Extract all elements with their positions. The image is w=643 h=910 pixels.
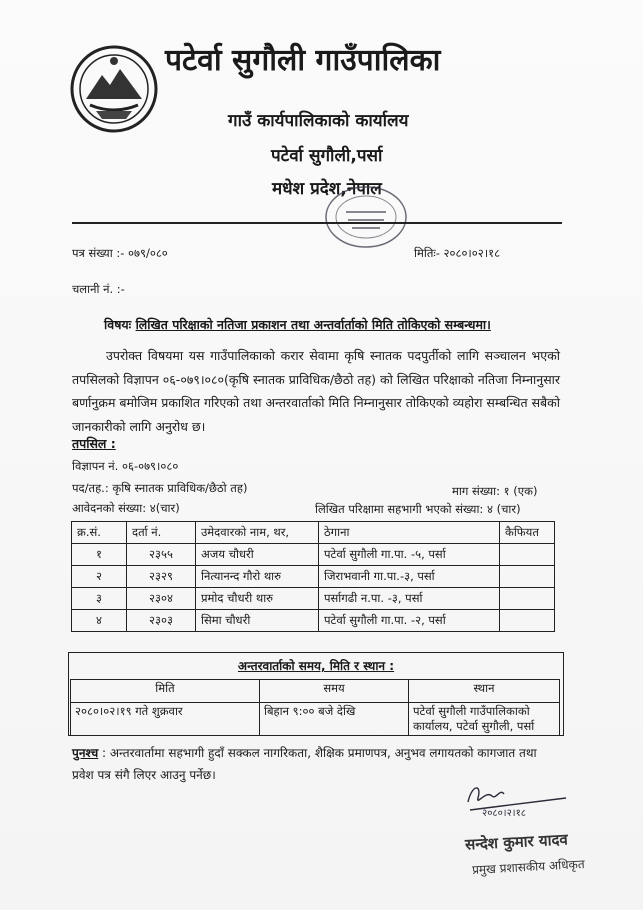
office-place: पटेर्वा सुगौली,पर्सा (271, 146, 383, 166)
row-registration: २३५५ (127, 544, 196, 566)
result-table (71, 521, 555, 632)
signatory-name: सन्देश कुमार यादव (464, 830, 569, 854)
interview-heading: अन्तरवार्ताको समय, मिति र स्थान : (237, 659, 395, 673)
row-address: पटेर्वा सुगौली गा.पा. -५, पर्सा (319, 544, 500, 566)
letter-subject (104, 316, 491, 333)
row-address: जिराभवानी गा.पा.-३, पर्सा (319, 566, 500, 588)
participant-count: लिखित परिक्षामा सहभागी भएको संख्या: ४ (चार) (315, 502, 521, 516)
subject-text: लिखित परिक्षाको नतिजा प्रकाशन तथा अन्तर्वार्ताको मिति तोकिएको सम्बन्धमा। (135, 317, 491, 332)
interview-table (70, 679, 560, 736)
table-header-cell: कैफियत (500, 522, 555, 544)
office-name: गाउँ कार्यपालिकाको कार्यालय (228, 111, 409, 131)
row-registration: २३०३ (127, 610, 196, 632)
letter-reference-number: पत्र संख्या :- ०७९/०८० (72, 246, 168, 260)
row-address: पटेर्वा सुगौली गा.पा. -२, पर्सा (319, 610, 500, 632)
table-header-cell: स्थान (409, 680, 560, 703)
table-row (72, 566, 555, 588)
row-candidate-name: नित्यानन्द गौरो थारु (196, 566, 319, 588)
table-row (72, 544, 555, 566)
table-row (72, 588, 555, 610)
row-serial: १ (72, 544, 127, 566)
subject-label: विषयः (104, 317, 132, 332)
table-header-cell: ठेगाना (319, 522, 500, 544)
details-heading: तपसिल : (72, 436, 116, 451)
table-header-cell: उमेदवारको नाम, थर, (196, 522, 319, 544)
row-serial: ३ (72, 588, 127, 610)
office-province: मधेश प्रदेश,नेपाल (272, 179, 382, 199)
postscript-text: : अन्तरवार्तामा सहभागी हुदाँ सक्कल नागरिकता, शैक्षिक प्रमाणपत्र, अनुभव लगायतको कागजात तथा प्रवेश पत्र संगै लिएर आउनु पर्नेछ। (72, 746, 537, 782)
row-remarks (500, 544, 555, 566)
letter-body: उपरोक्त विषयमा यस गाउँपालिकाको करार सेवामा कृषि स्नातक पदपुर्तीको लागि सञ्चालन भएको तपसिलको विज्ञापन ०६-०७९।०८०(कृषि स्नातक प्राविधिक/छैठो तह) को लिखित परिक्षाको नतिजा निम्नानुसार बर्णानुक्रम बमोजिम प्रकाशित गरिएको तथा अन्तरवार्ताको मिति निम्नानुसार तोकिएको व्यहोरा सम्बन्धित सबैको जानकारीको लागि अनुरोध छ। (72, 348, 560, 434)
table-header-cell: मिति (71, 680, 260, 703)
office-seal-stamp (318, 182, 413, 252)
signatory-designation: प्रमुख प्रशासकीय अधिकृत (471, 857, 585, 877)
dispatch-number: चलानी नं. :- (72, 282, 125, 296)
handwritten-signature (462, 780, 572, 820)
table-row (71, 703, 560, 736)
interview-box (68, 652, 564, 736)
row-registration: २३२९ (127, 566, 196, 588)
row-remarks (500, 610, 555, 632)
interview-time: बिहान ९:०० बजे देखि (260, 703, 409, 736)
interview-venue: पटेर्वा सुगौली गाउँपालिकाको कार्यालय, पटेर्वा सुगौली, पर्सा (409, 703, 560, 736)
nepal-emblem-logo (70, 45, 158, 133)
table-header-row (71, 680, 560, 703)
signature-date: २०८०।२।१८ (482, 808, 526, 819)
row-address: पर्सागढी न.पा. -३, पर्सा (319, 588, 500, 610)
row-candidate-name: अजय चौधरी (196, 544, 319, 566)
postscript-label: पुनश्च (72, 746, 99, 760)
demand-count: माग संख्या: १ (एक) (452, 484, 538, 498)
table-header-row (72, 522, 555, 544)
row-remarks (500, 566, 555, 588)
header-divider (72, 222, 562, 224)
table-header-cell: दर्ता नं. (127, 522, 196, 544)
row-candidate-name: प्रमोद चौधरी थारु (196, 588, 319, 610)
row-serial: ४ (72, 610, 127, 632)
table-header-cell: समय (260, 680, 409, 703)
interview-date: २०८०।०२।१९ गते शुक्रवार (71, 703, 260, 736)
letter-date: मितिः- २०८०।०२।१८ (414, 246, 501, 260)
table-header-cell: क्र.सं. (72, 522, 127, 544)
post-level: पद/तह.: कृषि स्नातक प्राविधिक/छैठो तह) (72, 481, 248, 495)
table-row (72, 610, 555, 632)
row-candidate-name: सिमा चौधरी (196, 610, 319, 632)
advertisement-number: विज्ञापन नं. ०६-०७९।०८० (72, 459, 179, 473)
row-remarks (500, 588, 555, 610)
row-registration: २३०४ (127, 588, 196, 610)
application-count: आवेदनको संख्या: ४(चार) (72, 501, 180, 515)
municipality-title: पटेर्वा सुगौली गाउँपालिका (165, 43, 441, 78)
row-serial: २ (72, 566, 127, 588)
